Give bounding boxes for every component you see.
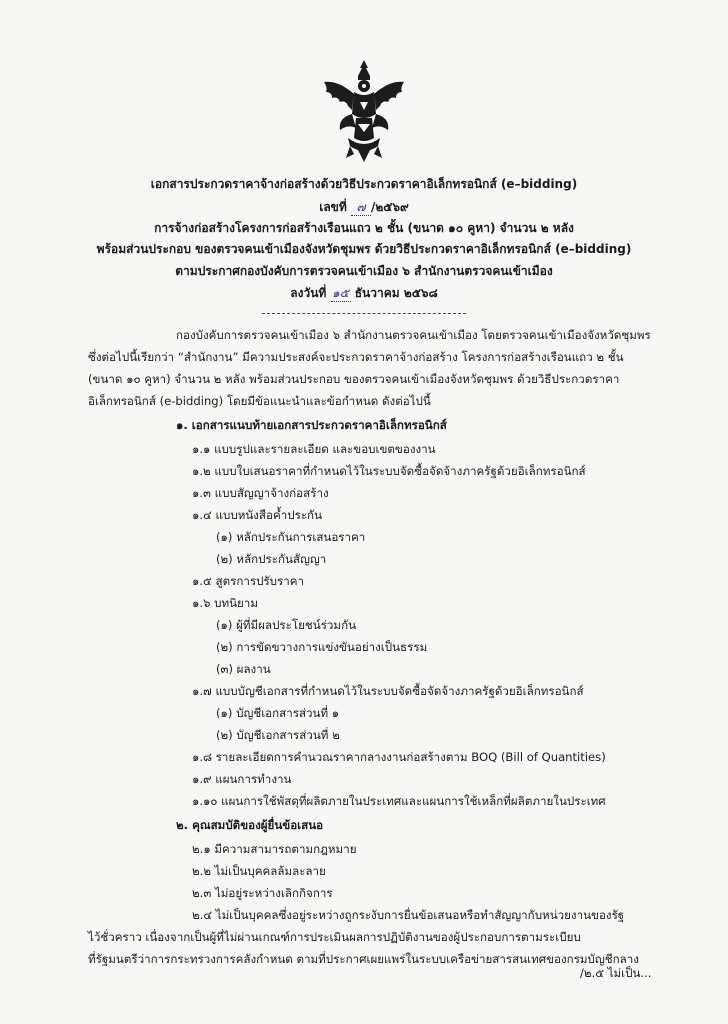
- list-subitem: (๑) บัญชีเอกสารส่วนที่ ๑: [216, 706, 340, 720]
- list-item: ๑.๘ รายละเอียดการคำนวณราคากลางงานก่อสร้างตาม BOQ (Bill of Quantities): [192, 750, 606, 764]
- list-item: ๑.๑ แบบรูปและรายละเอียด และขอบเขตของงาน: [192, 442, 436, 456]
- document-title: เอกสารประกวดราคาจ้างก่อสร้างด้วยวิธีประกวดราคาอิเล็กทรอนิกส์ (e–bidding): [150, 177, 578, 191]
- list-subitem: (๑) หลักประกันการเสนอราคา: [216, 530, 366, 544]
- list-item: ๒.๓ ไม่อยู่ระหว่างเลิกกิจการ: [192, 886, 333, 900]
- doc-no-suffix: /๒๕๖๙: [370, 200, 409, 214]
- document-number: [90, 199, 638, 216]
- list-subitem: (๒) หลักประกันสัญญา: [216, 552, 327, 566]
- list-subitem: (๒) การขัดขวางการแข่งขันอย่างเป็นธรรม: [216, 640, 428, 654]
- garuda-emblem-icon: [318, 58, 410, 162]
- list-item-continued: ที่รัฐมนตรีว่าการกระทรวงการคลังกำหนด ตามที่ประกาศเผยแพร่ในระบบเครือข่ายสารสนเทศของกรมบัญชีกลาง: [88, 952, 639, 966]
- section-1-heading: ๑. เอกสารแนบท้ายเอกสารประกวดราคาอิเล็กทรอนิกส์: [176, 418, 447, 432]
- announcement-line: ตามประกาศกองบังคับการตรวจคนเข้าเมือง ๖ สำนักงานตรวจคนเข้าเมือง: [175, 264, 553, 278]
- list-item: ๑.๓ แบบสัญญาจ้างก่อสร้าง: [192, 486, 329, 500]
- list-item: ๑.๖ บทนิยาม: [192, 596, 258, 610]
- section-2-heading: ๒. คุณสมบัติของผู้ยื่นข้อเสนอ: [176, 818, 324, 832]
- document-date: [90, 285, 638, 302]
- project-line-1: การจ้างก่อสร้างโครงการก่อสร้างเรือนแถว ๒ ชั้น (ขนาด ๑๐ คูหา) จำนวน ๒ หลัง: [154, 221, 574, 235]
- list-item: ๑.๑๐ แผนการใช้พัสดุที่ผลิตภายในประเทศและแผนการใช้เหล็กที่ผลิตภายในประเทศ: [192, 794, 606, 808]
- intro-line: ซึ่งต่อไปนี้เรียกว่า “สำนักงาน” มีความประสงค์จะประกวดราคาจ้างก่อสร้าง โครงการก่อสร้างเรือนแถว ๒ ชั้น: [88, 350, 624, 364]
- list-item: ๑.๕ สูตรการปรับราคา: [192, 574, 305, 588]
- list-item: ๑.๔ แบบหนังสือค้ำประกัน: [192, 508, 322, 522]
- divider: [262, 313, 466, 314]
- intro-line: อิเล็กทรอนิกส์ (e-bidding) โดยมีข้อแนะนำและข้อกำหนด ดังต่อไปนี้: [88, 394, 431, 408]
- doc-no-handwritten: ๗: [351, 199, 371, 216]
- project-line-2: พร้อมส่วนประกอบ ของตรวจคนเข้าเมืองจังหวัดชุมพร ด้วยวิธีประกวดราคาอิเล็กทรอนิกส์ (e–bidding): [96, 242, 632, 256]
- list-item: ๒.๑ มีความสามารถตามกฎหมาย: [192, 842, 357, 856]
- list-item: ๑.๒ แบบใบเสนอราคาที่กำหนดไว้ในระบบจัดซื้อจัดจ้างภาครัฐด้วยอิเล็กทรอนิกส์: [192, 464, 586, 478]
- list-subitem: (๑) ผู้ที่มีผลประโยชน์ร่วมกัน: [216, 618, 357, 632]
- list-subitem: (๒) บัญชีเอกสารส่วนที่ ๒: [216, 728, 340, 742]
- intro-line: (ขนาด ๑๐ คูหา) จำนวน ๒ หลัง พร้อมส่วนประกอบ ของตรวจคนเข้าเมืองจังหวัดชุมพร ด้วยวิธีประกวดราคา: [88, 372, 620, 386]
- date-month-year: ธันวาคม ๒๕๖๘: [354, 286, 438, 300]
- list-item: ๒.๔ ไม่เป็นบุคคลซึ่งอยู่ระหว่างถูกระงับการยื่นข้อเสนอหรือทำสัญญากับหน่วยงานของรัฐ: [192, 908, 625, 922]
- doc-no-label: เลขที่: [319, 200, 347, 214]
- intro-line: กองบังคับการตรวจคนเข้าเมือง ๖ สำนักงานตรวจคนเข้าเมือง โดยตรวจคนเข้าเมืองจังหวัดชุมพร: [176, 328, 651, 342]
- date-label: ลงวันที่: [290, 286, 327, 300]
- continuation-marker: /๒.๕ ไม่เป็น...: [580, 966, 652, 980]
- list-item: ๑.๗ แบบบัญชีเอกสารที่กำหนดไว้ในระบบจัดซื้อจัดจ้างภาครัฐด้วยอิเล็กทรอนิกส์: [192, 684, 584, 698]
- list-item: ๒.๒ ไม่เป็นบุคคลล้มละลาย: [192, 864, 326, 878]
- list-item: ๑.๙ แผนการทำงาน: [192, 772, 292, 786]
- list-subitem: (๓) ผลงาน: [216, 662, 271, 676]
- date-day-handwritten: ๑๕: [332, 286, 349, 300]
- list-item-continued: ไว้ชั่วคราว เนื่องจากเป็นผู้ที่ไม่ผ่านเกณฑ์การประเมินผลการปฏิบัติงานของผู้ประกอบการตามระเบียบ: [88, 930, 581, 944]
